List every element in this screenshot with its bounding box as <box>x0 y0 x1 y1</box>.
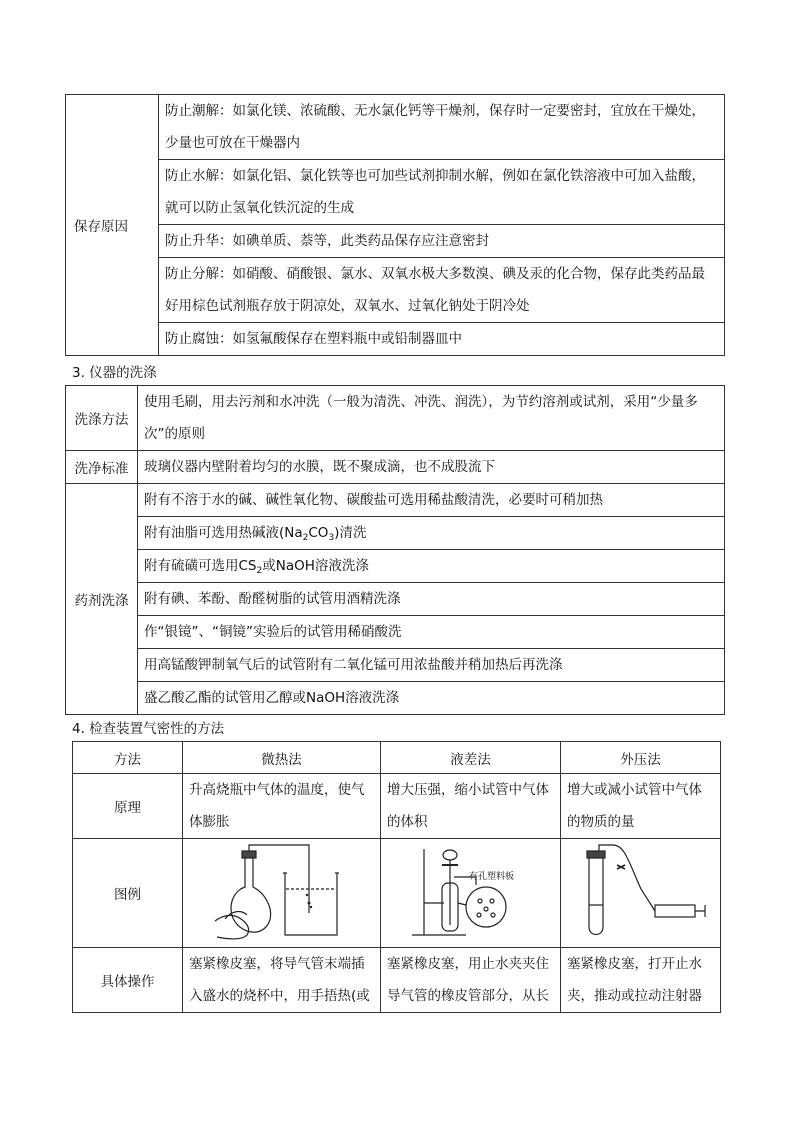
storage-row-deliquescence: 防止潮解：如氯化镁、浓硫酸、无水氯化钙等干燥剂，保存时一定要密封，宜放在干燥处，少量也可放在干燥器内 <box>159 95 725 160</box>
header-liquid-diff: 液差法 <box>381 742 561 774</box>
clean-standard-text: 玻璃仪器内壁附着均匀的水膜，既不聚成滴，也不成股流下 <box>138 451 725 484</box>
operation-label: 具体操作 <box>73 948 183 1013</box>
storage-row-hydrolysis: 防止水解：如氯化铝、氯化铁等也可加些试剂抑制水解，例如在氯化铁溶液中可加入盐酸，就可以防止氢氧化铁沉淀的生成 <box>159 160 725 225</box>
header-method: 方法 <box>73 742 183 774</box>
reagent-row-iodine: 附有碘、苯酚、酚醛树脂的试管用酒精洗涤 <box>138 583 725 616</box>
reagent-row-grease: 附有油脂可选用热碱液$(Na_2CO_3)$清洗 <box>138 517 725 550</box>
heating-method-diagram <box>207 843 357 943</box>
diagram-heating-cell <box>183 839 381 948</box>
principle-external: 增大或减小试管中气体的物质的量 <box>561 774 721 839</box>
plate-annotation: 有孔塑料板 <box>469 872 515 882</box>
washing-table <box>65 385 725 715</box>
liquid-diff-method-diagram <box>406 843 536 943</box>
diagram-label: 图例 <box>73 839 183 948</box>
reagent-row-base: 附有不溶于水的碱、碱性氧化物、碳酸盐可选用稀盐酸清洗，必要时可稍加热 <box>138 484 725 517</box>
wash-method-text: 使用毛刷，用去污剂和水冲洗（一般为清洗、冲洗、润洗），为节约溶剂或试剂，采用“少量多次”的原则 <box>138 386 725 451</box>
reagent-wash-label: 药剂洗涤 <box>66 484 138 715</box>
header-heating: 微热法 <box>183 742 381 774</box>
reagent-row-sulfur: 附有硫磺可选用$CS_2$或NaOH溶液洗涤 <box>138 550 725 583</box>
storage-row-decomposition: 防止分解：如硝酸、硝酸银、氯水、双氧水极大多数溴、碘及汞的化合物，保存此类药品最好用棕色试剂瓶存放于阴凉处，双氧水、过氧化钠处于阴冷处 <box>159 258 725 323</box>
reagent-row-mno2: 用高锰酸钾制氧气后的试管附有二氧化锰可用浓盐酸并稍加热后再洗涤 <box>138 649 725 682</box>
storage-row-corrosion: 防止腐蚀：如氢氟酸保存在塑料瓶中或铅制器皿中 <box>159 323 725 356</box>
clean-standard-label: 洗净标准 <box>66 451 138 484</box>
diagram-liquid-diff-cell <box>381 839 561 948</box>
external-pressure-diagram <box>571 843 711 943</box>
principle-label: 原理 <box>73 774 183 839</box>
section-4-title: 4. 检查装置气密性的方法 <box>72 721 225 737</box>
diagram-external-cell <box>561 839 721 948</box>
storage-reason-table <box>65 94 725 356</box>
principle-heating: 升高烧瓶中气体的温度，使气体膨胀 <box>183 774 381 839</box>
airtightness-table <box>72 741 721 1013</box>
operation-heating: 塞紧橡皮塞，将导气管末端插入盛水的烧杯中，用手捂热(或 <box>183 948 381 1013</box>
reagent-row-mirror: 作“银镜”、“铜镜”实验后的试管用稀硝酸洗 <box>138 616 725 649</box>
storage-reason-label: 保存原因 <box>66 95 159 356</box>
operation-external: 塞紧橡皮塞，打开止水夹，推动或拉动注射器 <box>561 948 721 1013</box>
principle-liquid-diff: 增大压强，缩小试管中气体的体积 <box>381 774 561 839</box>
wash-method-label: 洗涤方法 <box>66 386 138 451</box>
section-3-title: 3. 仪器的洗涤 <box>72 365 157 381</box>
operation-liquid-diff: 塞紧橡皮塞，用止水夹夹住导气管的橡皮管部分，从长 <box>381 948 561 1013</box>
header-external-pressure: 外压法 <box>561 742 721 774</box>
storage-row-sublimation: 防止升华：如碘单质、萘等，此类药品保存应注意密封 <box>159 225 725 258</box>
reagent-row-ester: 盛乙酸乙酯的试管用乙醇或NaOH溶液洗涤 <box>138 682 725 715</box>
